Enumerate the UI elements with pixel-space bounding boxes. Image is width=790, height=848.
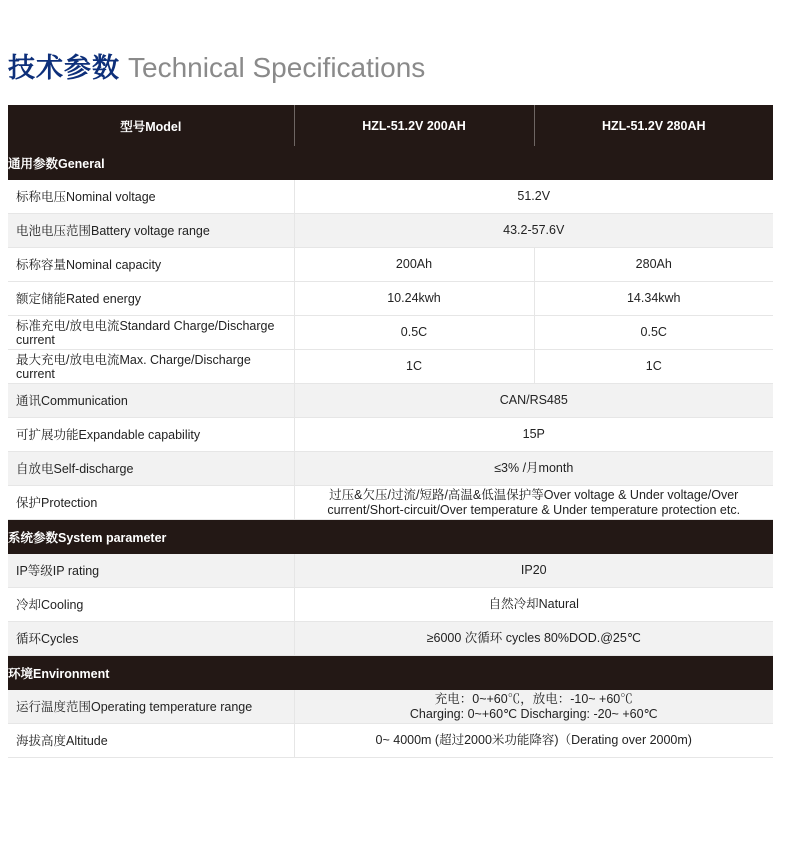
section-label: 系统参数System parameter [8,520,773,555]
table-row [8,622,773,656]
row-value-200ah: 200Ah [294,248,534,282]
row-value: ≤3% /月month [294,452,773,486]
table-row [8,418,773,452]
row-value: 0~ 4000m (超过2000米功能降容)（Derating over 2000m) [294,724,773,758]
table-row [8,180,773,214]
op-temp-line-2: Charging: 0~+60℃ Discharging: -20~ +60℃ [409,706,658,721]
row-label: 运行温度范围Operating temperature range [8,690,294,724]
row-value-280ah: 280Ah [534,248,773,282]
row-label: 额定储能Rated energy [8,282,294,316]
row-label: 海拔高度Altitude [8,724,294,758]
table-row [8,248,773,282]
table-row [8,384,773,418]
op-temp-line-1: 充电：0~+60℃，放电：-10~ +60℃ [434,691,633,706]
row-value: CAN/RS485 [294,384,773,418]
title-chinese: 技术参数 [8,53,120,84]
row-label: IP等级IP rating [8,554,294,588]
row-value-200ah: 0.5C [294,316,534,350]
row-label: 循环Cycles [8,622,294,656]
page-title [8,46,425,82]
row-value: IP20 [294,554,773,588]
table-row [8,554,773,588]
row-value [294,486,773,520]
row-value: 43.2-57.6V [294,214,773,248]
row-label: 标称容量Nominal capacity [8,248,294,282]
spec-table [8,105,773,758]
header-200ah: HZL-51.2V 200AH [294,105,534,146]
row-value-280ah: 1C [534,350,773,384]
row-label: 保护Protection [8,486,294,520]
row-label: 电池电压范围Battery voltage range [8,214,294,248]
row-label: 可扩展功能Expandable capability [8,418,294,452]
table-row [8,316,773,350]
protection-line-2: current/Short-circuit/Over temperature & Under temperature protection etc. [327,502,741,517]
row-value: 自然冷却Natural [294,588,773,622]
section-label: 通用参数General [8,146,773,180]
row-value-280ah: 0.5C [534,316,773,350]
row-label: 最大充电/放电电流Max. Charge/Discharge current [8,350,294,384]
section-general [8,146,773,180]
title-english: Technical Specifications [128,52,426,83]
row-value [294,690,773,724]
table-row [8,724,773,758]
row-value: ≥6000 次循环 cycles 80%DOD.@25℃ [294,622,773,656]
table-row [8,486,773,520]
table-row [8,588,773,622]
section-environment [8,656,773,691]
table-row [8,350,773,384]
row-value-200ah: 1C [294,350,534,384]
row-value: 51.2V [294,180,773,214]
section-system [8,520,773,555]
row-label: 标称电压Nominal voltage [8,180,294,214]
table-row [8,282,773,316]
protection-line-1: 过压&欠压/过流/短路/高温&低温保护等Over voltage & Under voltage/Over [329,487,739,502]
table-header-row [8,105,773,146]
row-label: 通讯Communication [8,384,294,418]
header-280ah: HZL-51.2V 280AH [534,105,773,146]
section-label: 环境Environment [8,656,773,691]
row-value-200ah: 10.24kwh [294,282,534,316]
table-row [8,452,773,486]
row-value-280ah: 14.34kwh [534,282,773,316]
table-row [8,214,773,248]
row-value: 15P [294,418,773,452]
row-label: 自放电Self-discharge [8,452,294,486]
row-label: 标准充电/放电电流Standard Charge/Discharge current [8,316,294,350]
header-model: 型号Model [8,105,294,146]
row-label: 冷却Cooling [8,588,294,622]
table-row [8,690,773,724]
